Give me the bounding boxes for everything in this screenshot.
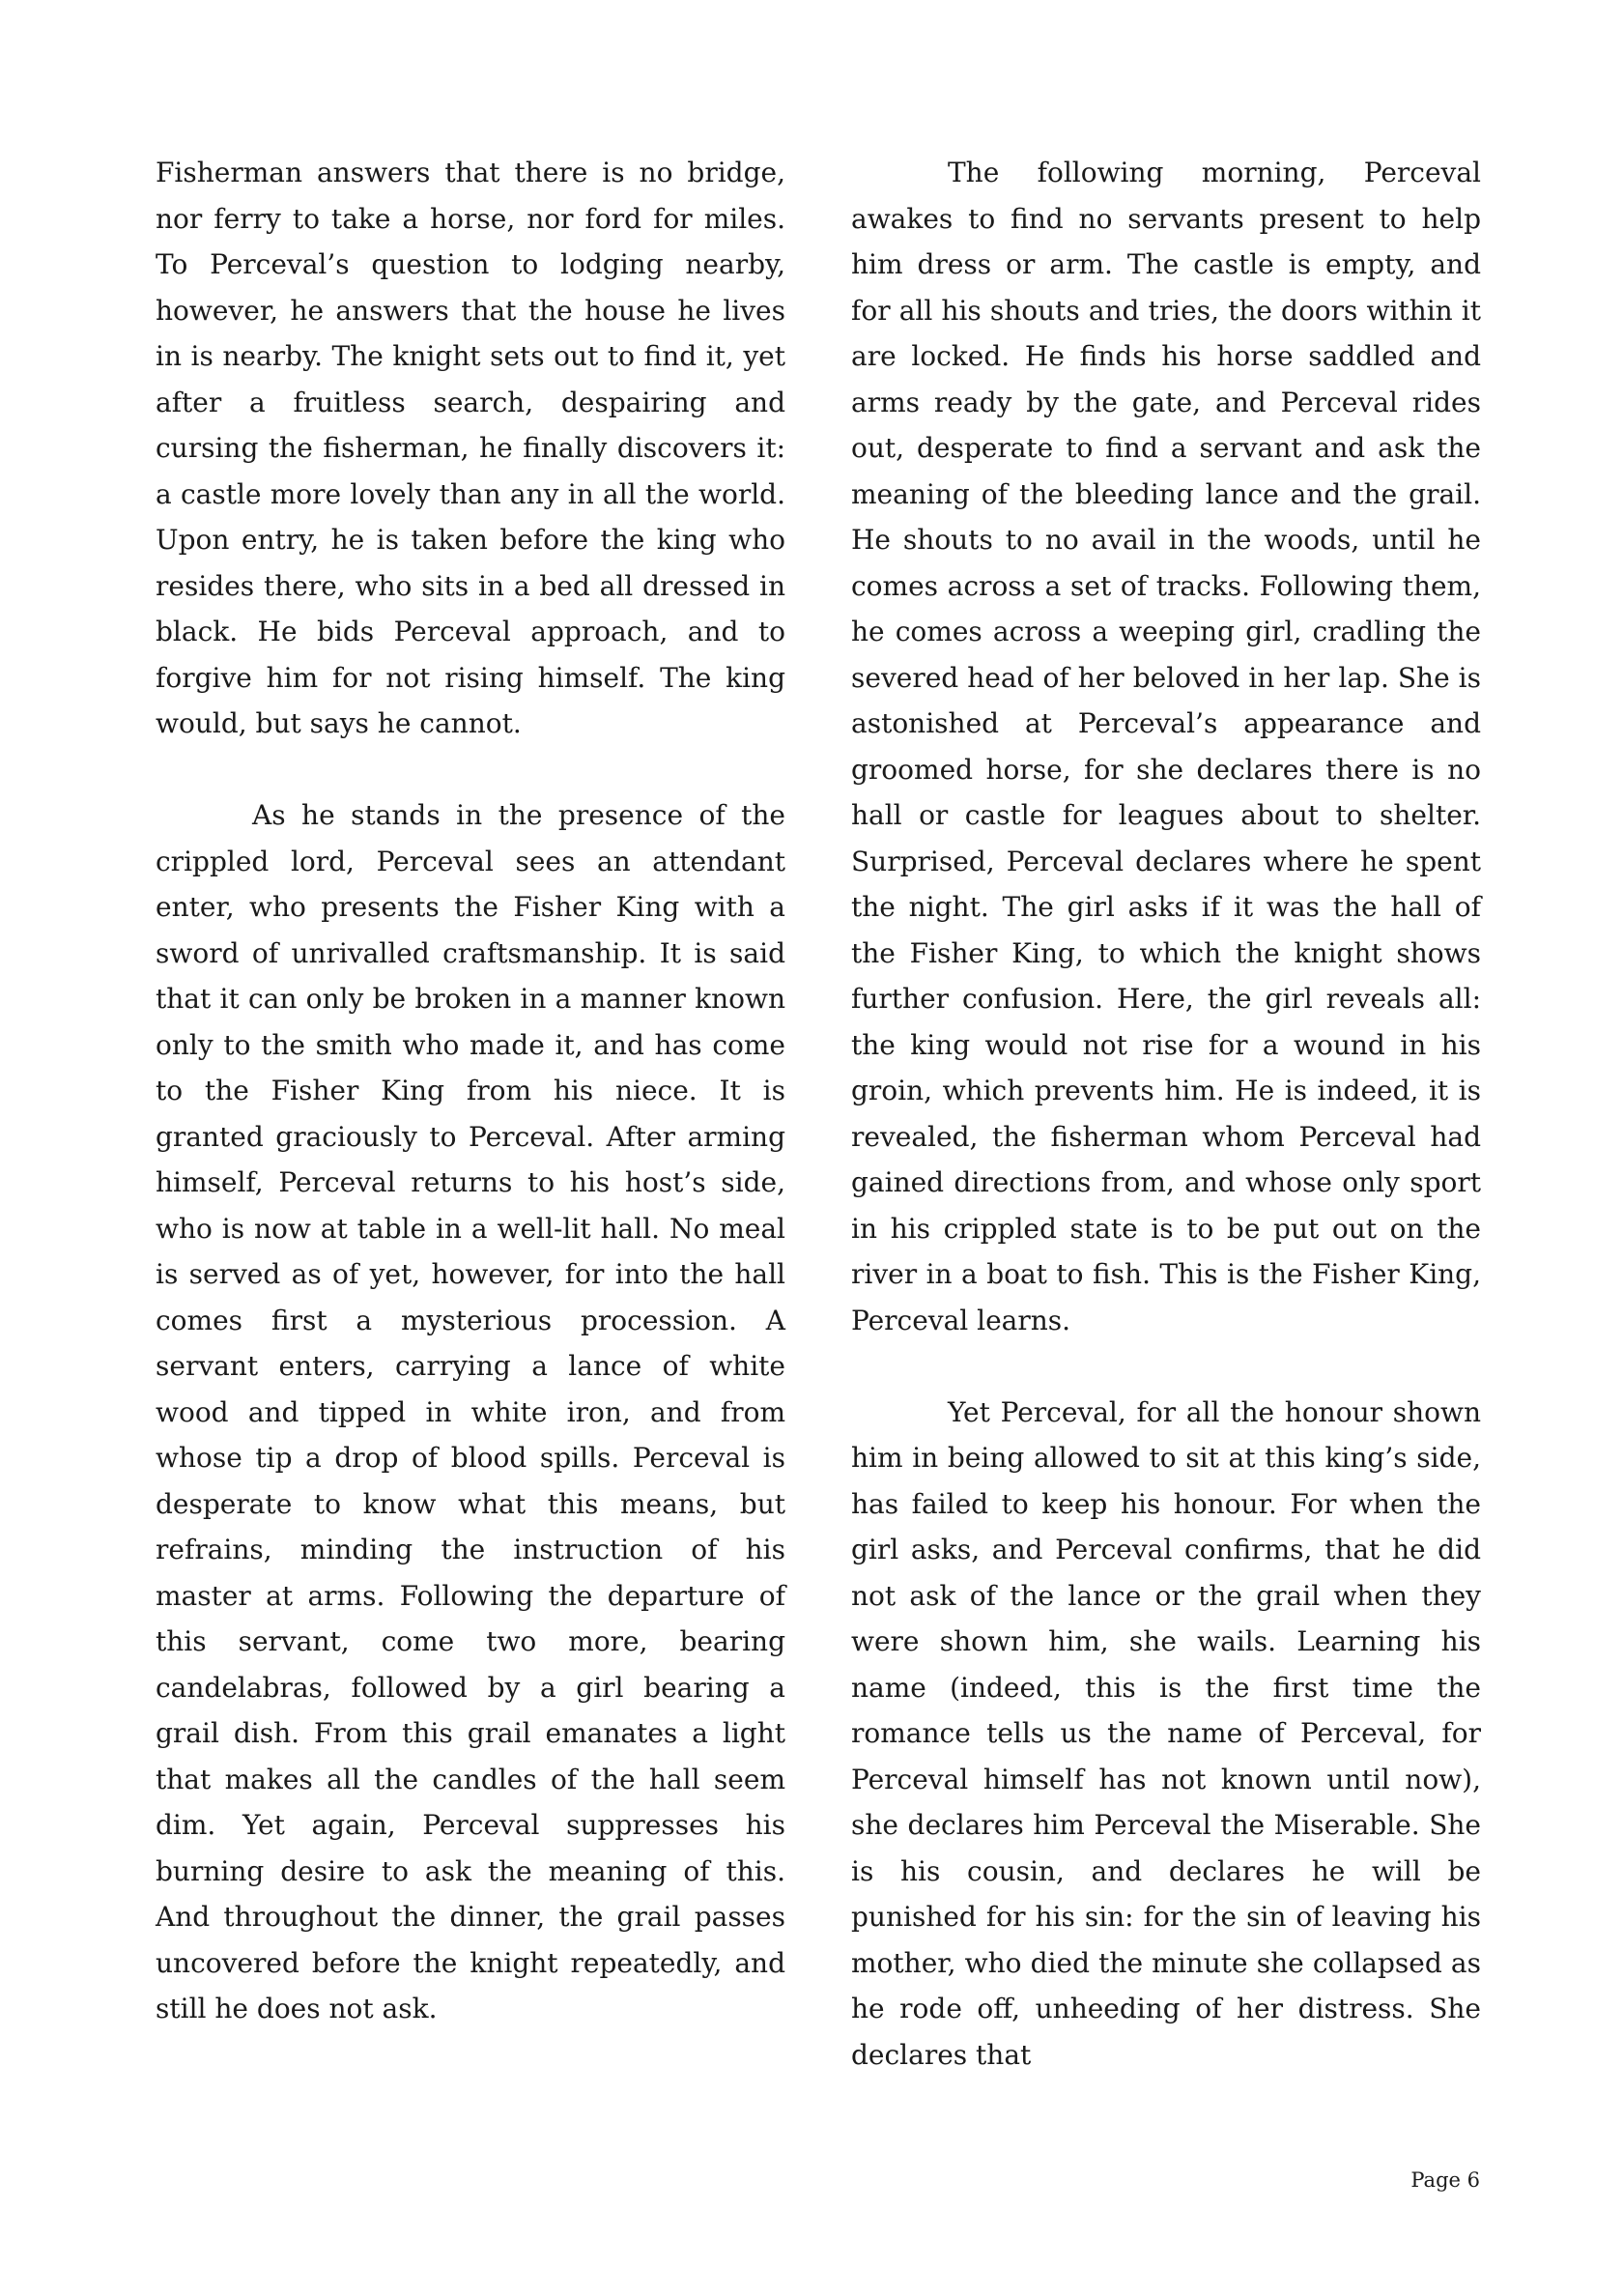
right-text-column (851, 150, 1481, 2124)
left-paragraph-1: Fisherman answers that there is no bridge, nor ferry to take a horse, nor ford for miles. To Perceval’s question to lodging nearby, however, he answers that the house he lives in is nearby. The knight sets out to find it, yet after a fruitless search, despairing and cursing the fisherman, he finally discovers it: a castle more lovely than any in all the world. Upon entry, he is taken before the king who resides there, who sits in a bed all dressed in black. He bids Perceval approach, and to forgive him for not rising himself. The king would, but says he cannot. (156, 157, 785, 739)
left-text-column (156, 150, 785, 2078)
left-paragraph-2: As he stands in the presence of the crippled lord, Perceval sees an attendant enter, who presents the Fisher King with a sword of unrivalled craftsmanship. It is said that it can only be broken in a manner known only to the smith who made it, and has come to the Fisher King from his niece. It is granted graciously to Perceval. After arming himself, Perceval returns to his host’s side, who is now at table in a well-lit hall. No meal is served as of yet, however, for into the hall comes first a mysterious procession. A servant enters, carrying a lance of white wood and tipped in white iron, and from whose tip a drop of blood spills. Perceval is desperate to know what this means, but refrains, minding the instruction of his master at arms. Following the departure of this servant, come two more, bearing candelabras, followed by a girl bearing a grail dish. From this grail emanates a light that makes all the candles of the hall seem dim. Yet again, Perceval suppresses his burning desire to ask the meaning of this. And throughout the dinner, the grail passes uncovered before the knight repeatedly, and still he does not ask. (156, 799, 785, 2024)
right-paragraph-1: The following morning, Perceval awakes to find no servants present to help him dress or arm. The castle is empty, and for all his shouts and tries, the doors within it are locked. He finds his horse saddled and arms ready by the gate, and Perceval rides out, desperate to find a servant and ask the meaning of the bleeding lance and the grail. He shouts to no avail in the woods, until he comes across a set of tracks. Following them, he comes across a weeping girl, cradling the severed head of her beloved in her lap. She is astonished at Perceval’s appearance and groomed horse, for she declares there is no hall or castle for leagues about to shelter. Surprised, Perceval declares where he spent the night. The girl asks if it was the hall of the Fisher King, to which the knight shows further confusion. Here, the girl reveals all: the king would not rise for a wound in his groin, which prevents him. He is indeed, it is revealed, the fisherman whom Perceval had gained directions from, and whose only sport in his crippled state is to be put out on the river in a boat to fish. This is the Fisher King, Perceval learns. (851, 157, 1481, 1336)
page-number: Page 6 (1410, 2168, 1480, 2192)
right-paragraph-2: Yet Perceval, for all the honour shown him in being allowed to sit at this king’s side, has failed to keep his honour. For when the girl asks, and Perceval confirms, that he did not ask of the lance or the grail when they were shown him, she wails. Learning his name (indeed, this is the first time the romance tells us the name of Perceval, for Perceval himself has not known until now), she declares him Perceval the Miserable. She is his cousin, and declares he will be punished for his sin: for the sin of leaving his mother, who died the minute she collapsed as he rode off, unheeding of her distress. She declares that (851, 1395, 1481, 2071)
